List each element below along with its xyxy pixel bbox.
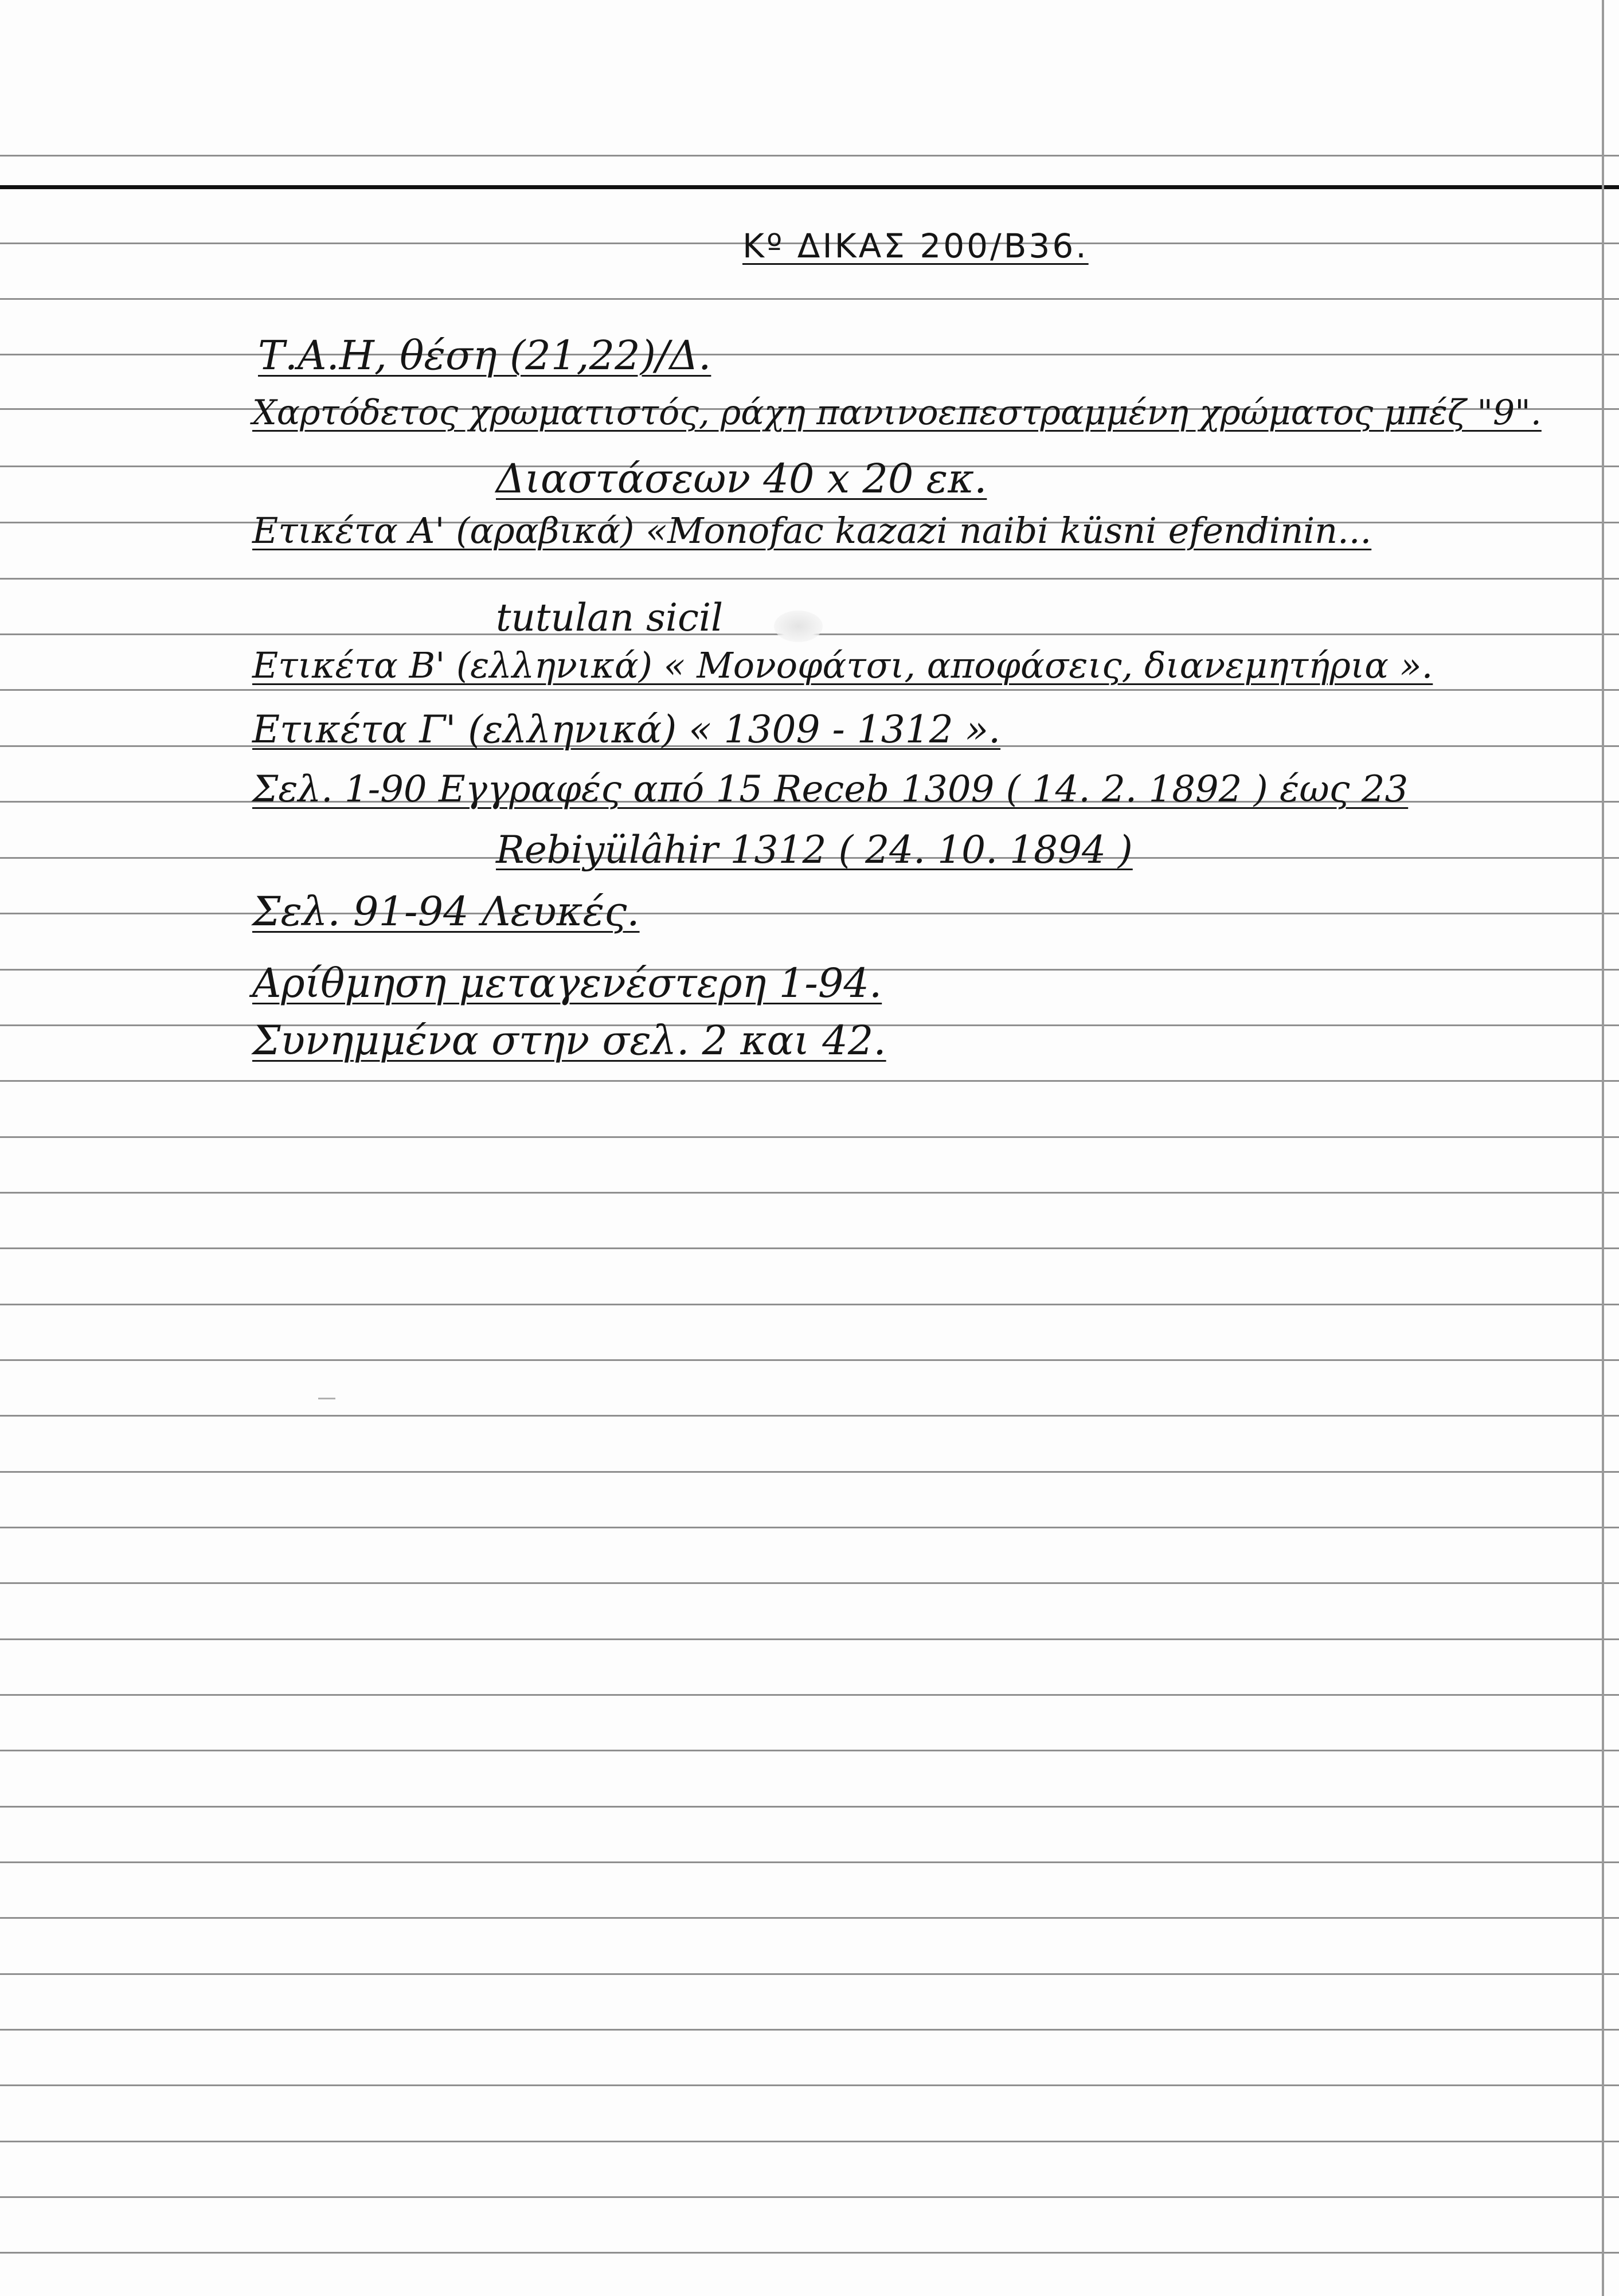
ruled-line	[0, 1750, 1619, 1751]
page-right-edge	[1602, 0, 1604, 2296]
ruled-line	[0, 1192, 1619, 1194]
attachments-line: Συνημμένα στην σελ. 2 και 42.	[252, 1017, 886, 1064]
stray-mark	[318, 1398, 335, 1399]
label-c-line: Ετικέτα Γ' (ελληνικά) « 1309 - 1312 ».	[252, 707, 1001, 752]
ruled-line	[0, 913, 1619, 914]
codex-title: Κº ΔΙΚΑΣ 200/Β36.	[742, 226, 1089, 265]
ruled-line	[0, 1638, 1619, 1640]
pages-91-94-line: Σελ. 91-94 Λευκές.	[252, 888, 640, 935]
ruled-line	[0, 1080, 1619, 1082]
ruled-line	[0, 1917, 1619, 1919]
pages-1-90-line: Σελ. 1-90 Εγγραφές από 15 Receb 1309 ( 14. 2. 1892 ) έως 23	[252, 768, 1409, 811]
ruled-line	[0, 1359, 1619, 1361]
ruled-line	[0, 2141, 1619, 2142]
ruled-line	[0, 1247, 1619, 1249]
dimensions-line: Διαστάσεων 40 x 20 εκ.	[496, 455, 987, 502]
ink-smudge	[774, 611, 823, 642]
ruled-line	[0, 2252, 1619, 2254]
ruled-line	[0, 155, 1619, 157]
ruled-line	[0, 1415, 1619, 1417]
ruled-line	[0, 689, 1619, 691]
binding-line: Χαρτόδετος χρωματιστός, ράχη πανινοεπεστραμμένη χρώματος μπέζ "9".	[252, 393, 1542, 433]
ruled-line	[0, 1527, 1619, 1528]
ruled-line	[0, 1136, 1619, 1138]
label-a-continuation: tutulan sicil	[496, 596, 724, 640]
location-line: Τ.Α.Η, θέση (21,22)/Δ.	[258, 332, 711, 379]
ruled-line	[0, 1973, 1619, 1975]
ruled-line	[0, 2196, 1619, 2198]
label-b-line: Ετικέτα Β' (ελληνικά) « Μονοφάτσι, αποφάσεις, διανεμητήρια ».	[252, 644, 1433, 686]
label-a-line: Ετικέτα Α' (αραβικά) «Monofac kazazi naibi küsni efendinin...	[252, 510, 1372, 551]
ruled-line	[0, 1694, 1619, 1696]
ruled-line	[0, 2084, 1619, 2086]
ruled-line	[0, 1582, 1619, 1584]
ruled-line	[0, 1861, 1619, 1863]
ruled-line	[0, 1304, 1619, 1305]
ruled-line	[0, 298, 1619, 300]
header-rule	[0, 185, 1619, 189]
ruled-line	[0, 2029, 1619, 2031]
numbering-line: Αρίθμηση μεταγενέστερη 1-94.	[252, 960, 882, 1007]
ruled-line	[0, 354, 1619, 355]
ruled-line	[0, 1806, 1619, 1808]
pages-1-90-continuation: Rebiyülâhir 1312 ( 24. 10. 1894 )	[496, 828, 1133, 872]
ruled-line	[0, 578, 1619, 580]
ruled-line	[0, 1471, 1619, 1473]
